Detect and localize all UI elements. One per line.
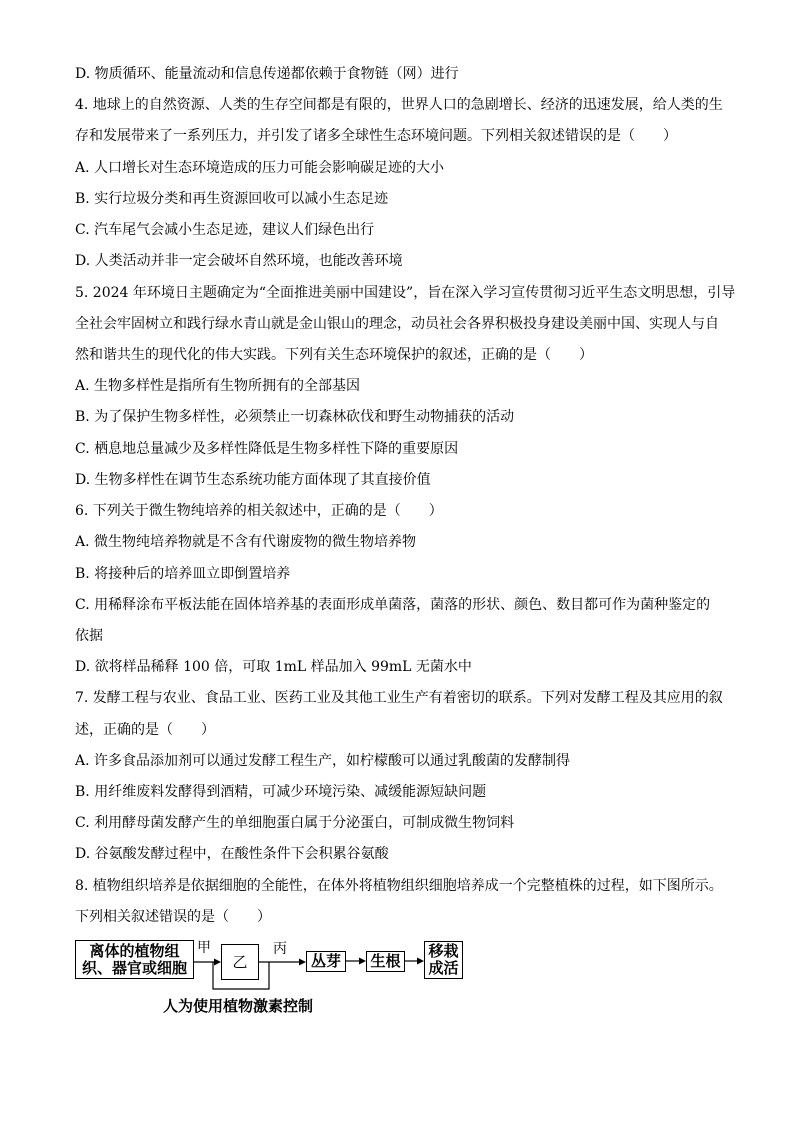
q5-option-c: C. 栖息地总量减少及多样性降低是生物多样性下降的重要原因 [75, 440, 459, 457]
q7-option-a: A. 许多食品添加剂可以通过发酵工程生产，如柠檬酸可以通过乳酸菌的发酵制得 [75, 752, 571, 769]
arrowhead-4 [417, 958, 424, 965]
q7-option-c: C. 利用酵母菌发酵产生的单细胞蛋白属于分泌蛋白，可制成微生物饲料 [75, 815, 515, 832]
q6-stem-line-1: 6. 下列关于微生物纯培养的相关叙述中，正确的是（ ） [75, 503, 443, 520]
end-box-line-2: 成活 [428, 959, 459, 977]
arrowhead-1 [214, 959, 221, 966]
q4-stem-line-2: 存和发展带来了一系列压力，并引发了诸多全球性生态环境问题。下列相关叙述错误的是（ ） [75, 128, 677, 145]
q5-option-d: D. 生物多样性在调节生态系统功能方面体现了其直接价值 [75, 471, 431, 488]
q7-option-b: B. 用纤维废料发酵得到酒精，可减少环境污染、减缓能源短缺问题 [75, 784, 487, 801]
diagram-end-box [424, 941, 463, 979]
q4-option-b: B. 实行垃圾分类和再生资源回收可以减小生态足迹 [75, 190, 389, 207]
box-yi-text: 乙 [232, 952, 248, 971]
start-box-line-2: 织、器官或细胞 [81, 958, 187, 977]
q6-option-c-line-2: 依据 [75, 627, 103, 644]
q7-stem-line-2: 述，正确的是（ ） [75, 721, 215, 738]
q8-stem-line-1: 8. 植物组织培养是依据细胞的全能性，在体外将植物组织细胞培养成一个完整植株的过程，如下图所示。 [75, 877, 723, 894]
q6-option-b: B. 将接种后的培养皿立即倒置培养 [75, 565, 291, 582]
q5-stem-line-1: 5. 2024 年环境日主题确定为“全面推进美丽中国建设”，旨在深入学习宣传贯彻习近平生态文明思想，引导 [75, 284, 736, 301]
box-congya-text: 丛芽 [310, 952, 341, 970]
diagram-box-yi [221, 944, 259, 980]
q5-stem-line-3: 然和谐共生的现代化的伟大实践。下列有关生态环境保护的叙述，正确的是（ ） [75, 346, 593, 363]
q5-option-a: A. 生物多样性是指所有生物所拥有的全部基因 [75, 378, 361, 395]
q7-option-d: D. 谷氨酸发酵过程中，在酸性条件下会积累谷氨酸 [75, 846, 389, 863]
diagram-label-jia: 甲 [197, 940, 211, 956]
diagram-box-congya [306, 951, 346, 972]
box-shenggen-text: 生根 [370, 952, 401, 970]
q4-option-c: C. 汽车尾气会减小生态足迹，建议人们绿色出行 [75, 222, 375, 239]
q5-stem-line-2: 全社会牢固树立和践行绿水青山就是金山银山的理念，动员社会各界积极投身建设美丽中国、实现人与自 [75, 315, 719, 332]
diagram-start-box [75, 940, 194, 979]
q7-stem-line-1: 7. 发酵工程与农业、食品工业、医药工业及其他工业生产有着密切的联系。下列对发酵工程及其应用的叙 [75, 690, 723, 707]
q8-stem-line-2: 下列相关叙述错误的是（ ） [75, 908, 271, 925]
q6-option-c-line-1: C. 用稀释涂布平板法能在固体培养基的表面形成单菌落，菌落的形状、颜色、数目都可作为菌种鉴定的 [75, 596, 711, 613]
end-box-line-1: 移栽 [428, 942, 459, 960]
question-text-block [75, 59, 765, 933]
q5-option-b: B. 为了保护生物多样性，必须禁止一切森林砍伐和野生动物捕获的活动 [75, 409, 515, 426]
arrowhead-3 [359, 958, 366, 965]
q4-stem-line-1: 4. 地球上的自然资源、人类的生存空间都是有限的，世界人口的急剧增长、经济的迅速发展，给人类的生 [75, 97, 723, 114]
q6-option-a: A. 微生物纯培养物就是不含有代谢废物的微生物培养物 [75, 534, 417, 551]
q4-option-a: A. 人口增长对生态环境造成的压力可能会影响碳足迹的大小 [75, 159, 445, 176]
arrowhead-2 [299, 959, 306, 966]
diagram-label-bing: 丙 [273, 941, 287, 957]
diagram-control-note: 人为使用植物激素控制 [163, 997, 314, 1015]
q4-option-d: D. 人类活动并非一定会破坏自然环境，也能改善环境 [75, 253, 403, 270]
q3-option-d: D. 物质循环、能量流动和信息传递都依赖于食物链（网）进行 [75, 66, 459, 82]
q6-option-d: D. 欲将样品稀释 100 倍，可取 1mL 样品加入 99mL 无菌水中 [75, 659, 472, 676]
start-box-line-1: 离体的植物组 [89, 941, 180, 960]
diagram-box-shenggen [366, 951, 405, 972]
